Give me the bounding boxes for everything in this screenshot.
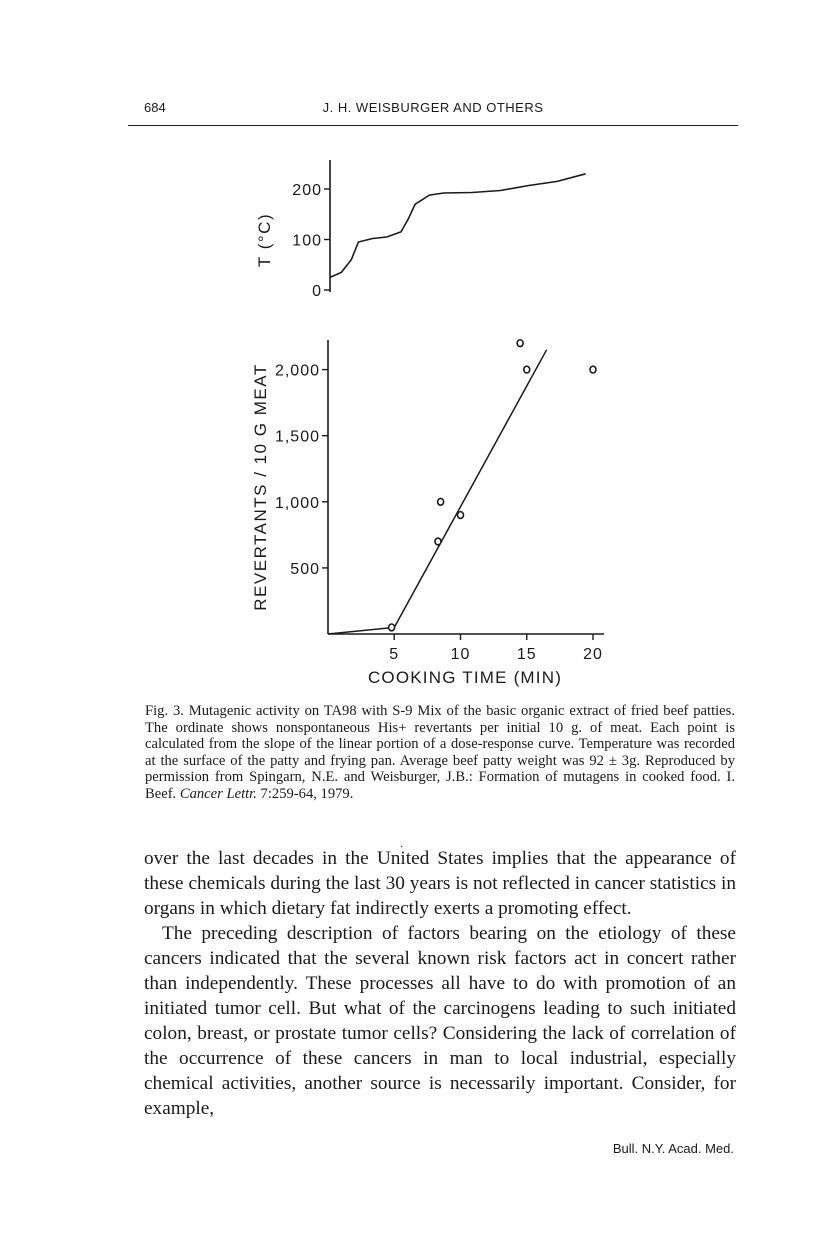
regression-line bbox=[328, 350, 547, 634]
temperature-y-label: T (°C) bbox=[255, 212, 274, 268]
data-points bbox=[389, 340, 596, 631]
revertants-x-tick-label: 15 bbox=[516, 646, 537, 663]
revertants-y-ticks bbox=[275, 363, 328, 578]
paragraph-2: The preceding description of factors bearing on the etiology of these cancers indicated that the several known risk factors act in concert rather than independently. These processes all have to do with promotion of an initiated tumor cell. But what of the carcinogens leading to such initiated colon, breast, or prostate tumor cells? Considering the lack of correlation of the occurrence of these cancers in man to local industrial, especially chemical activities, another source is necessarily important. Consider, for example, bbox=[144, 923, 736, 1119]
data-point bbox=[517, 340, 523, 347]
paragraph-1: over the last decades in the United States implies that the appearance of these chemicals during the last 30 years is not reflected in cancer statistics in organs in which dietary fat indirectly exerts a promoting effect. bbox=[144, 848, 736, 919]
temperature-tick-label: 0 bbox=[312, 283, 322, 300]
temperature-curve bbox=[330, 174, 586, 278]
data-point bbox=[389, 624, 395, 631]
caption-journal: Cancer Lettr. bbox=[179, 785, 257, 802]
revertants-x-tick-label: 10 bbox=[450, 646, 471, 663]
revertants-y-label: REVERTANTS / 10 G MEAT bbox=[251, 363, 270, 611]
revertants-y-tick-label: 500 bbox=[290, 560, 320, 578]
revertants-x-ticks bbox=[389, 634, 603, 663]
body-text bbox=[144, 846, 736, 1121]
stray-mark: . bbox=[400, 836, 403, 850]
revertants-x-label: COOKING TIME (MIN) bbox=[367, 668, 563, 687]
footer-journal: Bull. N.Y. Acad. Med. bbox=[612, 1141, 734, 1156]
temperature-chart bbox=[255, 160, 586, 300]
data-point bbox=[524, 366, 530, 373]
revertants-y-tick-label: 1,000 bbox=[274, 494, 320, 512]
revertants-chart bbox=[251, 340, 604, 687]
temperature-y-ticks bbox=[292, 182, 330, 300]
data-point bbox=[590, 366, 596, 373]
data-point bbox=[435, 538, 441, 545]
page-number: 684 bbox=[144, 100, 166, 115]
temperature-tick-label: 200 bbox=[292, 182, 322, 199]
figure-caption bbox=[145, 703, 735, 802]
temperature-tick-label: 100 bbox=[292, 232, 322, 250]
caption-citation: 7:259-64, 1979. bbox=[260, 785, 354, 802]
revertants-x-tick-label: 5 bbox=[389, 646, 400, 663]
revertants-x-tick-label: 20 bbox=[583, 646, 603, 663]
data-point bbox=[458, 512, 464, 519]
data-point bbox=[438, 498, 444, 505]
revertants-y-tick-label: 1,500 bbox=[274, 428, 320, 446]
caption-text: Fig. 3. Mutagenic activity on TA98 with S-9 Mix of the basic organic extract of fried beef patties. The ordinate shows nonspontaneous His+ revertants per initial 10 g. of meat. Each point is calculated from the slope of the linear portion of a dose-response curve. Temperature was recorded at the surface of the patty and frying pan. Average beef patty weight was 92 ± 3g. Reproduced by permission from Spingarn, N.E. and Weisburger, J.B.: Formation of mutagens in cooked food. I. Beef. bbox=[145, 703, 735, 802]
running-title: J. H. WEISBURGER AND OTHERS bbox=[322, 100, 544, 115]
revertants-y-tick-label: 2,000 bbox=[274, 362, 320, 380]
